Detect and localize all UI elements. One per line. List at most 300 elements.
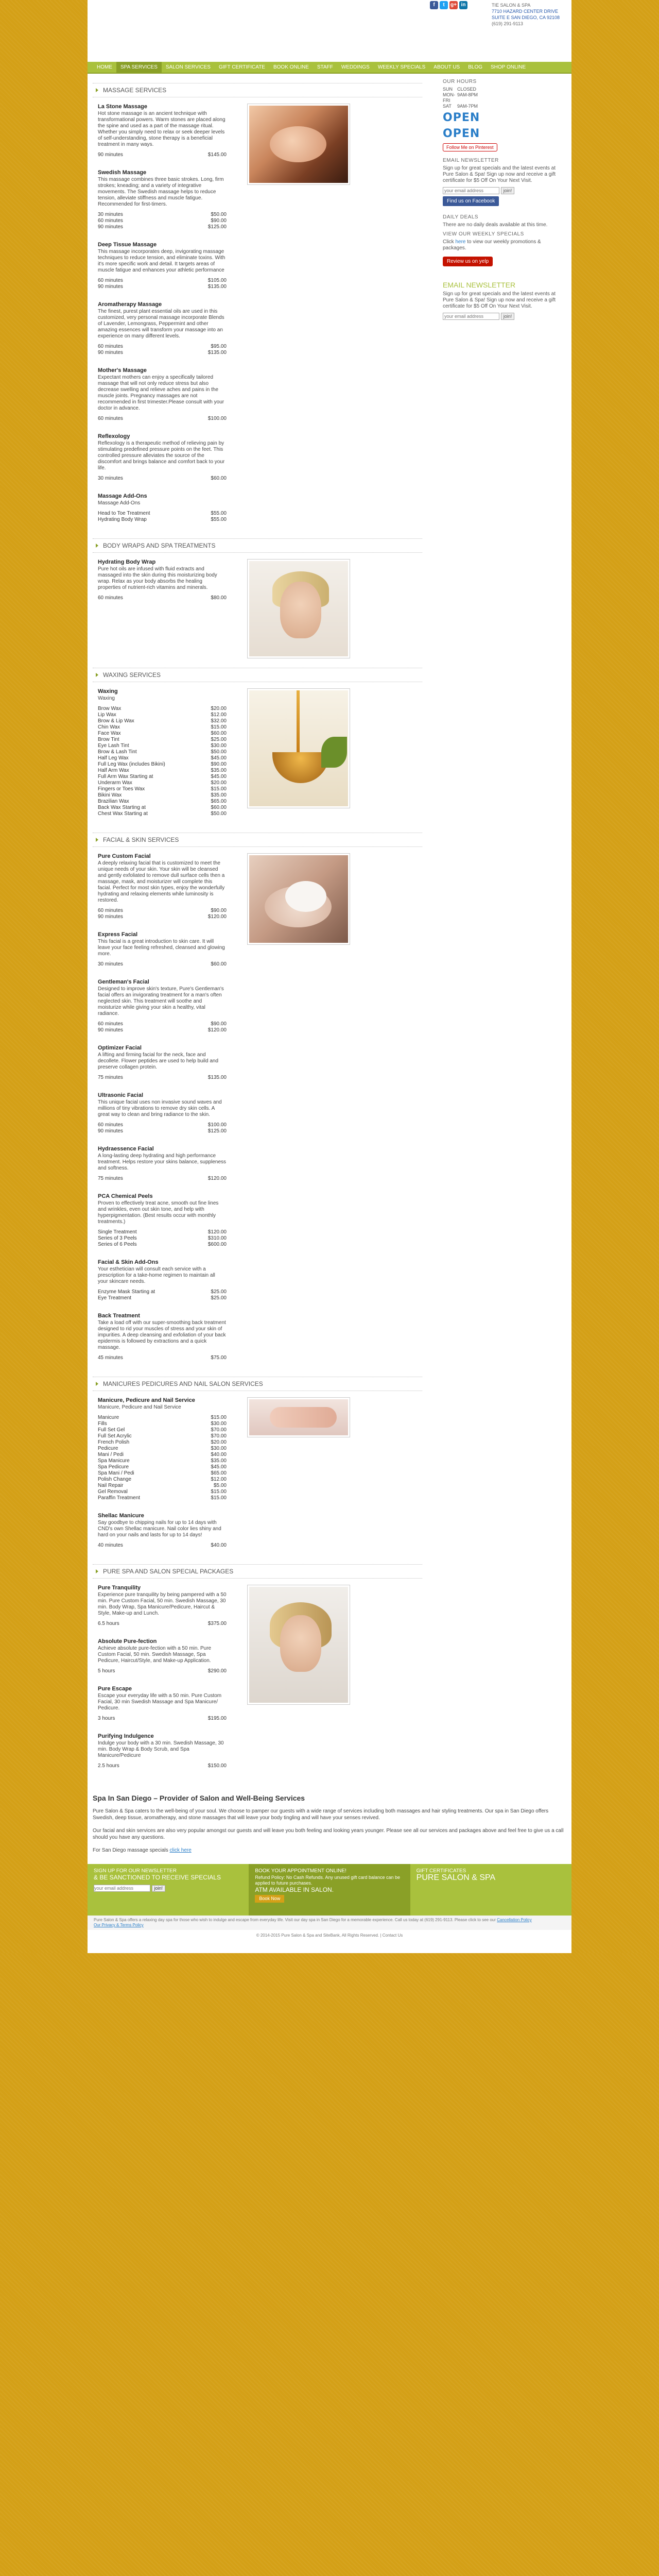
service-item [98,1259,227,1301]
price-row [98,1452,227,1458]
price-value: $105.00 [207,278,227,283]
newsletter-title-2: EMAIL NEWSLETTER [443,281,516,289]
price-row [98,1495,227,1501]
nav-weekly-specials[interactable]: WEEKLY SPECIALS [377,64,426,70]
price-label: Underarm Wax [98,780,132,786]
price-value: $65.00 [211,1470,227,1476]
price-value: $15.00 [211,1495,227,1501]
price-value: $30.00 [211,1446,227,1451]
price-value: $20.00 [211,1439,227,1445]
price-value: $135.00 [207,284,227,290]
weekly-specials-link[interactable]: here [455,239,466,245]
price-row [98,805,227,811]
section-title-packages: PURE SPA AND SALON SPECIAL PACKAGES [93,1564,422,1579]
open-sign: OPEN [443,127,480,140]
price-row [98,908,227,914]
section-nails [93,1397,422,1560]
price-value: $35.00 [211,1458,227,1464]
price-label: Single Treatment [98,1229,137,1235]
price-row [98,743,227,749]
price-label: Brow & Lip Wax [98,718,134,724]
price-value: $60.00 [211,476,227,481]
price-label: Paraffin Treatment [98,1495,141,1501]
services-list [93,1397,227,1560]
price-row [98,737,227,743]
price-row [98,749,227,755]
address-line-2[interactable]: SUITE E SAN DIEGO, CA 92108 [492,15,560,20]
book-now-button[interactable]: Book Now [255,1895,284,1903]
contact-info [492,2,560,27]
service-name: Pure Tranquility [98,1585,141,1591]
price-row [98,768,227,774]
price-row [98,1421,227,1427]
price-value: $12.00 [211,1477,227,1482]
service-name: Purifying Indulgence [98,1733,154,1739]
social-icons [430,1,467,9]
massage-photo [247,104,350,185]
copyright: © 2014-2015 Pure Salon & Spa and SiteBank, All Rights Reserved. | Contact Us [88,1930,571,1953]
service-name: Back Treatment [98,1313,140,1319]
service-name: Mother's Massage [98,367,147,374]
newsletter-text: Sign up for great specials and the latest events at Pure Salon & Spa! Sign up now and receive a gift certificate for $5 Off On Your Next Visit. [443,165,556,183]
price-row [98,595,227,601]
hours-row: SUN CLOSED [443,87,477,92]
price-value: $35.00 [211,792,227,798]
price-row [98,1464,227,1470]
price-value: $195.00 [207,1716,227,1721]
service-description: This massage combines three basic strokes. Long, firm strokes; kneading; and a variety of integrative movements. The Swedish massage helps to reduce tension, alleviate stiffness and muscle fatigue. Recommended for first-timers. [98,177,224,207]
price-row [98,152,227,158]
price-row [98,476,227,482]
price-label: Gel Removal [98,1489,128,1495]
service-description: A deeply relaxing facial that is customized to meet the unique needs of your skin. Your skin will be cleansed and gently exfoliated to remove dull surface cells then a massage, mask, and moisturizer will complete this facial. Perfect for most skin types, enjoy the wonderfully hydrating and relaxing elements while luminosity is restored. [98,860,225,903]
service-description: Expectant mothers can enjoy a specifically tailored massage that will not only reduce stress but also decrease swelling and relieve aches and pains in the muscle joints. Pregnancy massages are not recommended in first trimester.Please consult with your doctor in advance. [98,375,224,411]
price-row [98,1668,227,1674]
service-name: Gentleman's Facial [98,979,149,985]
services-list [93,104,227,534]
price-label: Brazilian Wax [98,799,129,804]
price-row [98,350,227,356]
service-name: Absolute Pure-fection [98,1638,157,1645]
price-row [98,780,227,786]
service-name: Pure Escape [98,1686,132,1692]
price-label: French Polish [98,1439,130,1445]
price-row [98,344,227,350]
price-label: Half Leg Wax [98,755,129,761]
footer-join-button[interactable]: join! [152,1885,166,1892]
price-label: 30 minutes [98,961,123,967]
service-name: Reflexology [98,433,130,439]
nav-shop-online[interactable]: SHOP ONLINE [491,64,526,70]
price-row [98,774,227,780]
price-label: 75 minutes [98,1075,123,1080]
price-row [98,1763,227,1769]
service-description: Hot stone massage is an ancient technique with transformational powers. Warm stones are placed along the spine and used as a part of the massage ritual. Whether you simply need to relax or seek deeper levels of self-understanding, stone therapy is a beneficial treatment in many ways. [98,111,226,147]
price-value: $95.00 [211,344,227,349]
price-value: $135.00 [207,350,227,355]
price-label: Full Set Gel [98,1427,125,1433]
price-row [98,1489,227,1495]
price-label: Full Leg Wax (includes Bikini) [98,761,165,767]
service-name: Pure Custom Facial [98,853,151,859]
google-plus-icon[interactable]: g+ [449,1,458,9]
price-label: 2.5 hours [98,1763,119,1769]
newsletter-email-input-2[interactable] [443,313,499,320]
footer-email-input[interactable] [94,1885,150,1892]
phone-number: (619) 291-9113 [492,21,523,26]
footer-newsletter: SIGN UP FOR OUR NEWSLETTER & BE SANCTIONED TO RECEIVE SPECIALS your email address join! [88,1864,249,1916]
footer-strip: Pure Salon & Spa offers a relaxing day spa for those who wish to indulge and escape from everyday life. Visit our day spa in San Diego for a memorable experience. Call us today at (619) 291-9113. Please click to see our Cancellation Policy Our Privacy & Terms Policy [88,1916,571,1930]
price-label: 90 minutes [98,152,123,158]
newsletter-join-button-2[interactable]: join! [501,313,515,320]
price-row [98,1295,227,1301]
facebook-button[interactable]: Find us on Facebook [443,196,499,206]
price-label: 40 minutes [98,1543,123,1548]
section-title-body-wraps: BODY WRAPS AND SPA TREATMENTS [93,538,422,553]
service-description: Say goodbye to chipping nails for up to 14 days with CND's own Shellac manicure. Nail color lies shiny and hard on your nails and lasts for up to 14 days! [98,1520,221,1538]
service-description: This unique facial uses non invasive sound waves and millions of tiny vibrations to remove dry skin cells. A great way to clean and bring radiance to the skin. [98,1099,222,1117]
open-sign: OPEN [443,111,480,124]
price-label: Full Arm Wax Starting at [98,774,153,779]
price-label: 60 minutes [98,278,123,283]
price-label: Chest Wax Starting at [98,811,148,817]
service-item [98,853,227,920]
price-row [98,1543,227,1549]
service-description: Proven to effectively treat acne, smooth out fine lines and wrinkles, even out skin tone, and help with hyperpigmentation. (Best results occur with monthly treatments.) [98,1200,219,1225]
price-row [98,1458,227,1464]
price-value: $100.00 [207,416,227,421]
price-row [98,724,227,731]
nails-photo [247,1397,350,1437]
section-title-nails: MANICURES PEDICURES AND NAIL SALON SERVICES [93,1377,422,1391]
price-row [98,1242,227,1248]
service-item [98,1733,227,1769]
nav-book-online[interactable]: BOOK ONLINE [273,64,309,70]
price-value: $135.00 [207,1075,227,1080]
service-name: Deep Tissue Massage [98,242,157,248]
service-description: Waxing [98,696,115,701]
service-item [98,931,227,968]
price-label: 60 minutes [98,344,123,349]
specials-link[interactable]: click here [169,1848,192,1853]
section-body-wraps [93,559,422,664]
services-list [93,559,227,664]
price-value: $60.00 [211,805,227,810]
service-item [98,1397,227,1501]
service-description: Achieve absolute pure-fection with a 50 min. Pure Custom Facial, 50 min. Swedish Massage, Spa Pedicure, Haircut/Style, and Make-up Application. [98,1646,212,1664]
price-value: $25.00 [211,737,227,742]
service-description: Escape your everyday life with a 50 min. Pure Custom Facial, 30 min Swedish Massage and Spa Manicure/ Pedicure. [98,1693,222,1711]
cancellation-policy-link[interactable]: Cancellation Policy [497,1918,532,1922]
price-label: 90 minutes [98,350,123,355]
twitter-icon[interactable]: t [440,1,448,9]
service-item [98,1513,227,1549]
price-value: $25.00 [211,1295,227,1301]
price-row [98,1021,227,1027]
price-value: $310.00 [207,1235,227,1241]
service-item [98,367,227,422]
packages-photo [247,1585,350,1705]
newsletter-join-button[interactable]: join! [501,187,515,194]
price-label: Series of 3 Peels [98,1235,137,1241]
service-description: Experience pure tranquility by being pampered with a 50 min. Pure Custom Facial, 50 min. Swedish Massage, 30 min. Body Wrap, Spa Manicure/Pedicure, Haircut & Style, Make-up and Lunch. [98,1592,227,1616]
services-list [93,853,227,1372]
service-item [98,559,227,601]
price-label: 60 minutes [98,595,123,601]
price-label: 3 hours [98,1716,115,1721]
price-label: Brow & Lash Tint [98,749,137,755]
service-item [98,301,227,356]
salon-name: TIE SALON & SPA [492,3,531,8]
service-item [98,1193,227,1248]
nav-home[interactable]: HOME [97,64,112,70]
price-label: 75 minutes [98,1176,123,1181]
service-name: Express Facial [98,931,138,938]
price-row [98,1229,227,1235]
service-name: La Stone Massage [98,104,147,110]
price-value: $125.00 [207,224,227,230]
hours-title: OUR HOURS [443,79,477,84]
service-name: Optimizer Facial [98,1045,142,1051]
body-wrap-photo [247,559,350,658]
service-item [98,1092,227,1134]
service-name: PCA Chemical Peels [98,1193,153,1199]
price-row [98,1439,227,1446]
price-label: 90 minutes [98,914,123,920]
daily-deals-text: There are no daily deals available at this time. [443,222,548,228]
price-value: $55.00 [211,517,227,522]
footer-gift: GIFT CERTIFICATES PURE SALON & SPA [416,1868,496,1882]
service-description: Pure hot oils are infused with fluid extracts and massaged into the skin during this moisturizing body wrap. Relax as your body absorbs the healing properties of nutrient-rich vitamins and minerals. [98,566,217,590]
price-row [98,1470,227,1477]
price-label: Fills [98,1421,107,1427]
price-label: Bikini Wax [98,792,122,798]
price-label: Back Wax Starting at [98,805,146,810]
price-row [98,1289,227,1295]
price-row [98,1477,227,1483]
price-row [98,786,227,792]
nav-weddings[interactable]: WEDDINGS [341,64,370,70]
address-line-1[interactable]: 7710 HAZARD CENTER DRIVE [492,9,559,14]
price-label: Eye Lash Tint [98,743,129,749]
service-name: Facial & Skin Add-Ons [98,1259,159,1265]
price-label: Pedicure [98,1446,118,1451]
price-value: $290.00 [207,1668,227,1674]
service-name: Ultrasonic Facial [98,1092,144,1098]
price-value: $30.00 [211,1421,227,1427]
service-item [98,688,227,817]
price-row [98,961,227,968]
service-description: Massage Add-Ons [98,500,141,506]
nav-about-us[interactable]: ABOUT US [433,64,460,70]
price-value: $40.00 [211,1543,227,1548]
price-value: $15.00 [211,1415,227,1420]
price-row [98,731,227,737]
price-label: Face Wax [98,731,121,736]
footer-booking: BOOK YOUR APPOINTMENT ONLINE! Refund Policy: No Cash Refunds. Any unused gift card balance can be applied to future purchases. ATM AVAILABLE IN SALON. Book Now [249,1864,410,1916]
service-name: Waxing [98,688,118,694]
price-value: $50.00 [211,749,227,755]
price-row [98,712,227,718]
service-item [98,1045,227,1081]
service-description: Indulge your body with a 30 min. Swedish Massage, 30 min. Body Wrap & Body Scrub, and Spa Manicure/Pedicure [98,1740,224,1758]
price-value: $120.00 [207,1027,227,1033]
service-description: Your esthetician will consult each service with a prescription for a take-home regimen to maintain all your skincare needs. [98,1266,215,1284]
service-name: Manicure, Pedicure and Nail Service [98,1397,195,1403]
service-description: This facial is a great introduction to skin care. It will leave your face feeling refreshed, cleansed and glowing more. [98,939,225,957]
service-description: Reflexology is a therapeutic method of relieving pain by stimulating predefined pressure points on the feet. This controlled pressure alleviates the source of the discomfort and brings balance and comfort back to your life. [98,440,225,471]
price-row [98,224,227,230]
price-value: $65.00 [211,799,227,804]
section-title-massage: MASSAGE SERVICES [93,83,422,97]
price-row [98,1716,227,1722]
price-value: $120.00 [207,914,227,920]
price-label: 90 minutes [98,224,123,230]
service-description: Designed to improve skin's texture, Pure's Gentleman's facial offers an invigorating treatment for a man's often neglected skin. This treatment will soothe and moisturize while giving your skin a healthy, vital radiance. [98,986,224,1016]
price-label: 60 minutes [98,1021,123,1027]
service-description: A long-lasting deep hydrating and high performance treatment. Helps restore your skins balance, suppleness and softness. [98,1153,227,1171]
price-value: $25.00 [211,1289,227,1295]
yelp-button[interactable]: Review us on yelp [443,257,493,266]
nav-blog[interactable]: BLOG [468,64,483,70]
price-row [98,1122,227,1128]
service-description: Take a load off with our super-smoothing back treatment designed to rid your muscles of stress and your skin of impurities. A deep cleansing and exfoliation of your back epidermis is followed by extractions and a quick massage. [98,1320,226,1350]
price-row [98,1027,227,1033]
price-value: $20.00 [211,780,227,786]
section-packages [93,1585,422,1781]
price-row [98,792,227,799]
price-label: Lip Wax [98,712,116,718]
price-row [98,1355,227,1361]
price-label: Head to Toe Treatment [98,511,150,516]
price-value: $40.00 [211,1452,227,1458]
service-item [98,1686,227,1722]
price-value: $15.00 [211,786,227,792]
price-label: Fingers or Toes Wax [98,786,145,792]
service-item [98,979,227,1033]
price-row [98,416,227,422]
price-value: $145.00 [207,152,227,158]
price-label: 90 minutes [98,1128,123,1134]
price-value: $45.00 [211,774,227,779]
daily-deals-title: DAILY DEALS [443,214,479,220]
services-list [93,688,227,828]
price-label: Brow Tint [98,737,119,742]
price-label: Enzyme Mask Starting at [98,1289,155,1295]
price-value: $45.00 [211,1464,227,1470]
service-item [98,1313,227,1361]
section-massage [93,104,422,534]
facebook-icon[interactable]: f [430,1,438,9]
price-row [98,212,227,218]
price-value: $15.00 [211,724,227,730]
price-label: 30 minutes [98,212,123,217]
price-row [98,1621,227,1627]
price-label: Polish Change [98,1477,132,1482]
price-value: $80.00 [211,595,227,601]
price-label: Chin Wax [98,724,120,730]
price-label: Half Arm Wax [98,768,129,773]
price-row [98,218,227,224]
price-value: $15.00 [211,1489,227,1495]
service-item [98,1146,227,1182]
price-row [98,914,227,920]
about-title: Spa In San Diego – Provider of Salon and Well-Being Services [93,1794,305,1802]
section-title-facial: FACIAL & SKIN SERVICES [93,833,422,847]
service-name: Swedish Massage [98,170,147,176]
price-row [98,811,227,817]
price-row [98,1427,227,1433]
privacy-terms-link[interactable]: Our Privacy & Terms Policy [94,1923,144,1927]
price-label: Full Set Acrylic [98,1433,132,1439]
price-value: $125.00 [207,1128,227,1134]
price-label: 60 minutes [98,908,123,913]
section-waxing [93,688,422,828]
about-section [88,1795,571,1854]
price-row [98,706,227,712]
waxing-photo [247,688,350,808]
header [88,0,571,62]
price-row [98,517,227,523]
service-name: Hydrating Body Wrap [98,559,156,565]
service-item [98,1638,227,1674]
price-row [98,799,227,805]
price-row [98,511,227,517]
price-row [98,761,227,768]
price-value: $90.00 [211,1021,227,1027]
price-value: $70.00 [211,1433,227,1439]
price-value: $100.00 [207,1122,227,1128]
sidebar [432,79,561,1781]
price-label: 30 minutes [98,476,123,481]
price-label: Nail Repair [98,1483,124,1488]
price-value: $120.00 [207,1229,227,1235]
price-value: $55.00 [211,511,227,516]
price-row [98,1128,227,1134]
price-value: $60.00 [211,731,227,736]
newsletter-email-input[interactable] [443,187,499,194]
price-value: $35.00 [211,768,227,773]
price-value: $70.00 [211,1427,227,1433]
price-label: Series of 6 Peels [98,1242,137,1247]
nav-staff[interactable]: STAFF [317,64,333,70]
price-label: 60 minutes [98,416,123,421]
price-label: 60 minutes [98,218,123,224]
nav-salon-services[interactable]: SALON SERVICES [165,64,211,70]
price-value: $5.00 [213,1483,227,1488]
service-description: A lifting and firming facial for the neck, face and decollete. Flower peptides are used to help build and preserve collagen protein. [98,1052,219,1070]
facial-photo [247,853,350,945]
pinterest-button[interactable]: Follow Me on Pinterest [443,143,497,151]
about-paragraph: Our facial and skin services are also very popular amongst our guests and will leave you both feeling and looking years younger. Please see all our services and packages above and feel free to give us a call should you have any questions. [93,1828,564,1840]
service-name: Aromatherapy Massage [98,301,162,308]
price-value: $12.00 [211,712,227,718]
price-row [98,1446,227,1452]
price-label: Eye Treatment [98,1295,132,1301]
newsletter-text-2: Sign up for great specials and the latest events at Pure Salon & Spa! Sign up now and receive a gift certificate for $5 Off On Your Next Visit. [443,291,556,309]
service-item [98,104,227,158]
price-value: $20.00 [211,706,227,711]
price-row [98,755,227,761]
newsletter-title: EMAIL NEWSLETTER [443,158,499,163]
nav-spa-services[interactable]: SPA SERVICES [116,62,162,73]
price-label: Spa Mani / Pedi [98,1470,134,1476]
service-description: Manicure, Pedicure and Nail Service [98,1404,181,1410]
nav-gift-certificate[interactable]: GIFT CERTIFICATE [218,64,265,70]
services-list [93,1585,227,1781]
price-label: Spa Manicure [98,1458,130,1464]
linkedin-icon[interactable]: in [459,1,467,9]
